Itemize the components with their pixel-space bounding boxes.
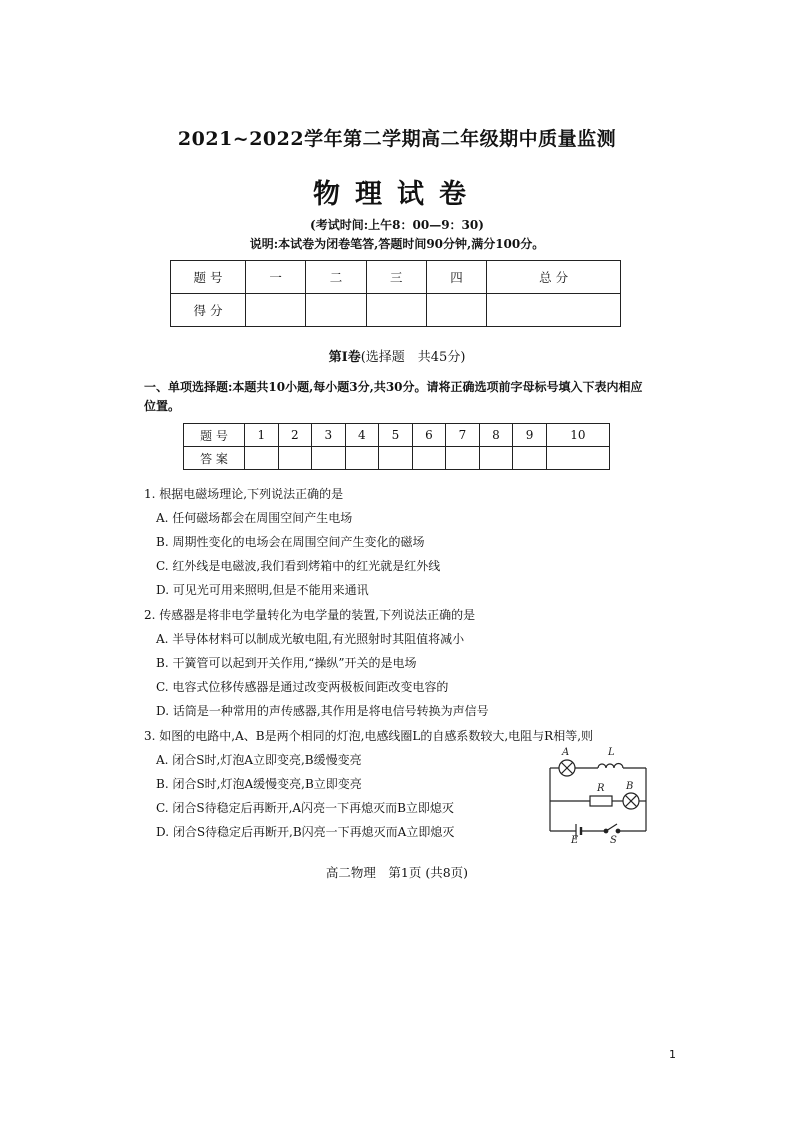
score-blank[interactable] [246, 294, 306, 327]
score-cell-part3: 三 [366, 261, 426, 294]
answer-cell-num: 4 [345, 424, 379, 447]
resistor-r-icon [590, 796, 612, 806]
score-table [170, 260, 621, 327]
score-cell-part1: 一 [246, 261, 306, 294]
score-cell-total: 总 分 [487, 261, 621, 294]
answer-blank[interactable] [479, 447, 513, 470]
answer-blank[interactable] [345, 447, 379, 470]
switch-s-icon [604, 824, 620, 833]
circuit-label-e: E [571, 835, 579, 844]
subject-title: 物理试卷 [313, 179, 481, 210]
answer-cell-num: 9 [513, 424, 547, 447]
score-table-score-row [171, 294, 621, 327]
question-1-option-d: D. 可见光可用来照明,但是不能用来通讯 [156, 583, 369, 597]
score-blank[interactable] [426, 294, 486, 327]
exam-note: 说明:本试卷为闭卷笔答,答题时间90分钟,满分100分。 [249, 237, 545, 251]
mc-instruction: 一、单项选择题:本题共10小题,每小题3分,共30分。请将正确选项前字母标号填入下表内相应位置。 [144, 380, 643, 413]
answer-table-answer-row [184, 447, 610, 470]
circuit-diagram [538, 744, 658, 844]
answer-cell-num: 10 [546, 424, 609, 447]
answer-cell-num: 6 [412, 424, 446, 447]
score-cell-part4: 四 [426, 261, 486, 294]
answer-blank[interactable] [278, 447, 312, 470]
score-row-label: 得 分 [171, 294, 246, 327]
circuit-label-a: A [562, 747, 570, 758]
answer-cell-num: 2 [278, 424, 312, 447]
page-footer: 高二物理 第1页 (共8页) [325, 865, 469, 880]
lamp-b-icon [623, 793, 639, 809]
answer-cell-num: 1 [245, 424, 279, 447]
question-2-stem: 2. 传感器是将非电学量转化为电学量的装置,下列说法正确的是 [144, 608, 476, 622]
question-3-stem: 3. 如图的电路中,A、B是两个相同的灯泡,电感线圈L的自感系数较大,电阻与R相等,则 [144, 729, 594, 743]
question-3-option-b: B. 闭合S时,灯泡A缓慢变亮,B立即变亮 [156, 777, 362, 791]
inductor-l-icon [598, 764, 623, 769]
question-3-option-a: A. 闭合S时,灯泡A立即变亮,B缓慢变亮 [156, 753, 362, 767]
exam-time: (考试时间:上午8：00—9：30) [310, 218, 484, 232]
score-blank[interactable] [366, 294, 426, 327]
question-2-option-b: B. 干簧管可以起到开关作用,“操纵”开关的是电场 [156, 656, 417, 670]
answer-blank[interactable] [446, 447, 480, 470]
circuit-label-s: S [610, 835, 617, 844]
score-blank[interactable] [306, 294, 366, 327]
answer-row-label: 答 案 [184, 447, 245, 470]
answer-cell-num: 8 [479, 424, 513, 447]
question-2-option-d: D. 话筒是一种常用的声传感器,其作用是将电信号转换为声信号 [156, 704, 489, 718]
section-heading-rest: (选择题 共45分) [360, 350, 466, 365]
answer-table-header-row [184, 424, 610, 447]
answer-blank[interactable] [245, 447, 279, 470]
score-cell-part2: 二 [306, 261, 366, 294]
question-1-option-b: B. 周期性变化的电场会在周围空间产生变化的磁场 [156, 535, 425, 549]
answer-blank[interactable] [379, 447, 413, 470]
section-heading-bold: 第Ⅰ卷 [328, 350, 361, 365]
score-cell-label: 题 号 [171, 261, 246, 294]
answer-cell-label: 题 号 [184, 424, 245, 447]
circuit-label-r: R [597, 783, 605, 794]
answer-cell-num: 3 [312, 424, 346, 447]
answer-cell-num: 5 [379, 424, 413, 447]
question-3-option-c: C. 闭合S待稳定后再断开,A闪亮一下再熄灭而B立即熄灭 [156, 801, 454, 815]
section-heading [0, 346, 794, 365]
exam-title: 2021~2022学年第二学期高二年级期中质量监测 [177, 128, 617, 150]
circuit-label-l: L [608, 747, 615, 758]
score-blank[interactable] [487, 294, 621, 327]
question-2-option-c: C. 电容式位移传感器是通过改变两极板间距改变电容的 [156, 680, 449, 694]
answer-blank[interactable] [412, 447, 446, 470]
question-1-option-a: A. 任何磁场都会在周围空间产生电场 [156, 511, 353, 525]
circuit-label-b: B [626, 781, 634, 792]
answer-table [183, 423, 610, 470]
answer-cell-num: 7 [446, 424, 480, 447]
question-3-option-d: D. 闭合S待稳定后再断开,B闪亮一下再熄灭而A立即熄灭 [156, 825, 455, 839]
answer-blank[interactable] [546, 447, 609, 470]
lamp-a-icon [559, 760, 575, 776]
question-1-stem: 1. 根据电磁场理论,下列说法正确的是 [144, 487, 344, 501]
question-2-option-a: A. 半导体材料可以制成光敏电阻,有光照射时其阻值将减小 [156, 632, 465, 646]
page-number: 1 [669, 1048, 676, 1061]
question-1-option-c: C. 红外线是电磁波,我们看到烤箱中的红光就是红外线 [156, 559, 441, 573]
answer-blank[interactable] [312, 447, 346, 470]
score-table-header-row [171, 261, 621, 294]
answer-blank[interactable] [513, 447, 547, 470]
